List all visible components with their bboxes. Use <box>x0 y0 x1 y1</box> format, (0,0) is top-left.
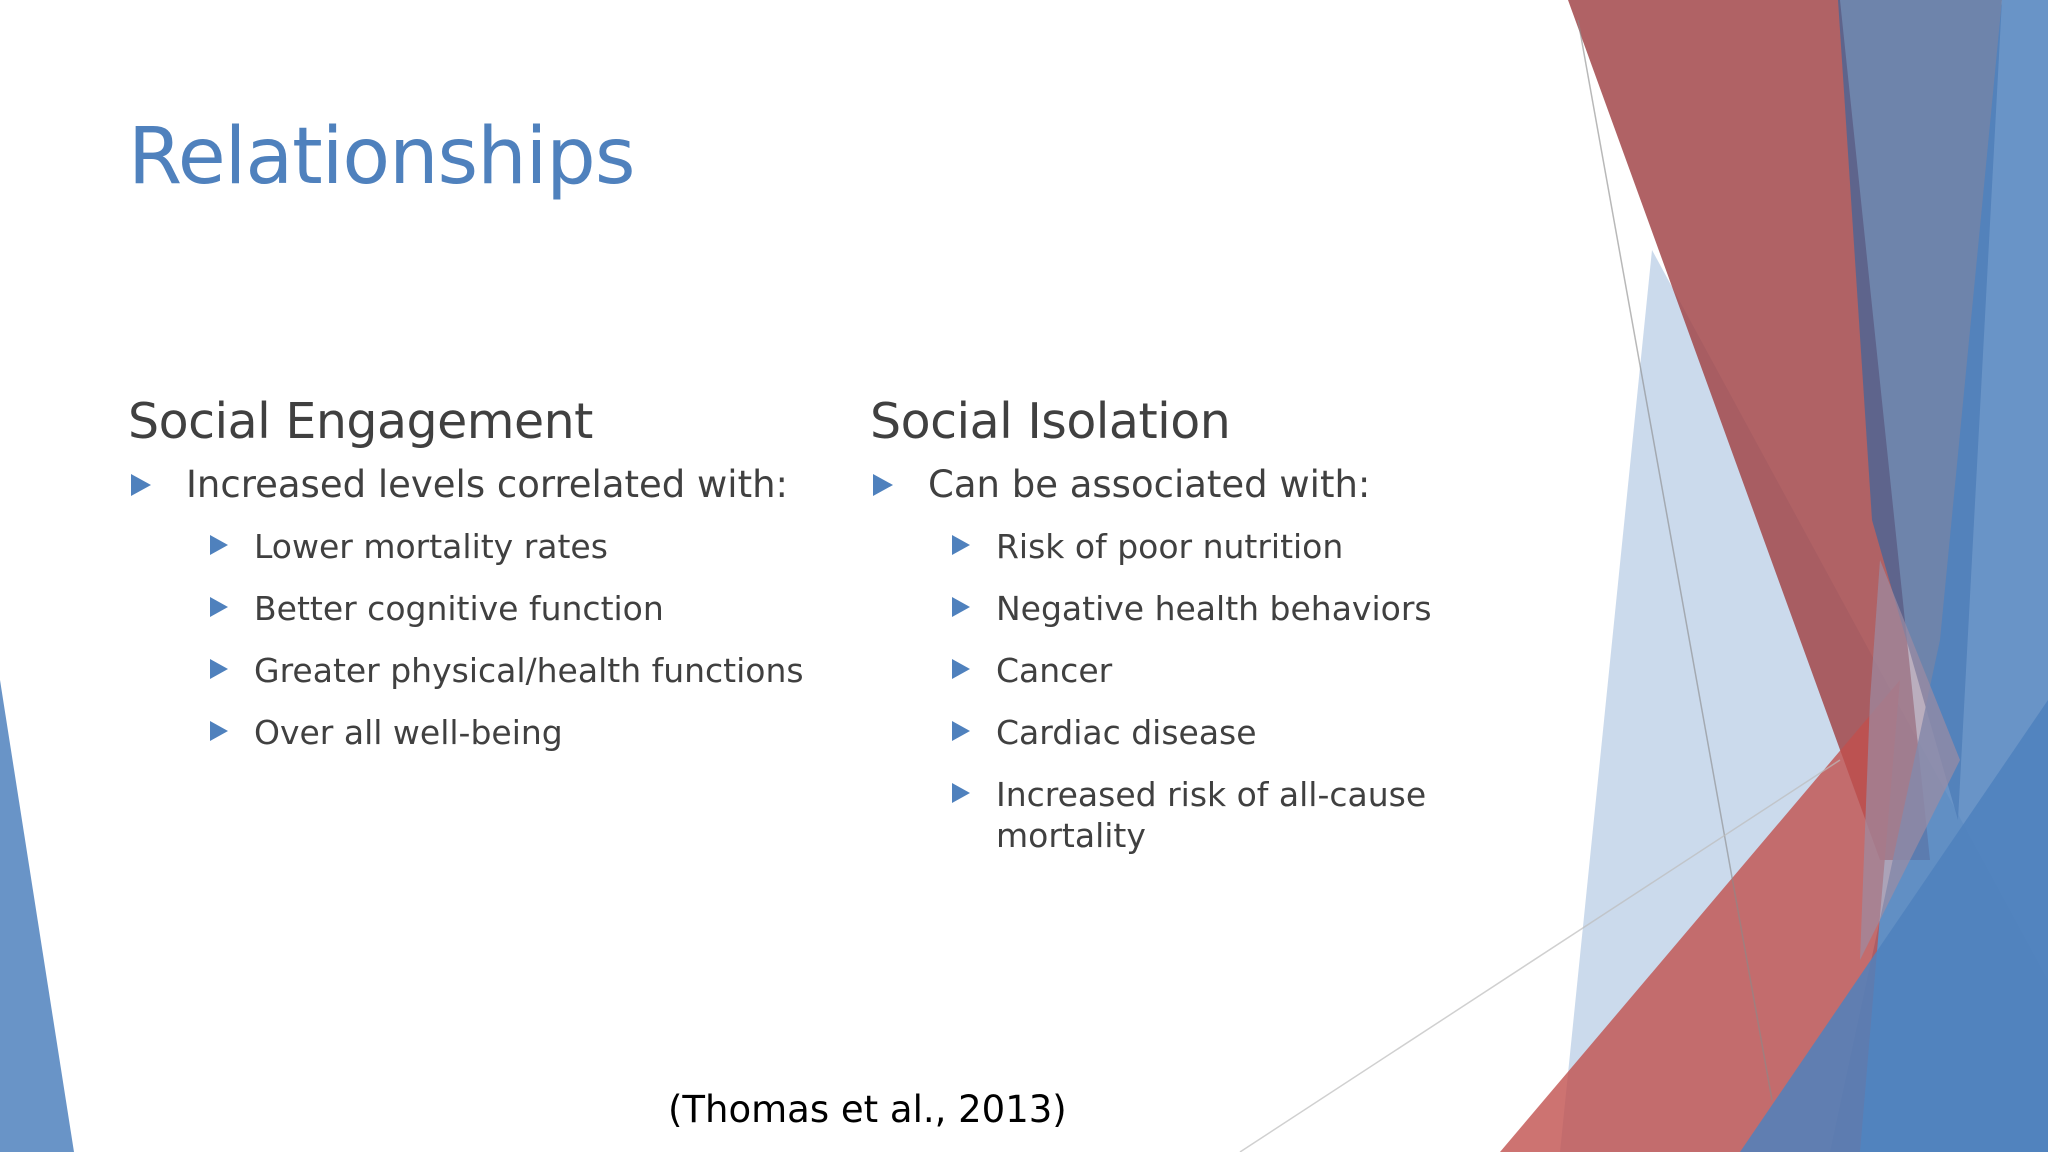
right-column-heading: Social Isolation <box>870 393 1231 450</box>
right-sub-item-text: Cardiac disease <box>996 713 1257 752</box>
triangle-right-icon <box>210 721 228 741</box>
left-sub-item <box>128 650 808 691</box>
triangle-right-icon <box>952 535 970 555</box>
right-sub-item-text: Increased risk of all-cause mortality <box>996 775 1427 855</box>
left-bullet <box>128 462 808 508</box>
right-sub-item-text: Risk of poor nutrition <box>996 527 1344 566</box>
right-sub-item <box>870 712 1530 753</box>
right-bullet <box>870 462 1530 508</box>
right-sub-item <box>870 526 1530 567</box>
citation: (Thomas et al., 2013) <box>668 1088 1067 1131</box>
slide-title: Relationships <box>128 112 635 202</box>
left-sub-item-text: Greater physical/health functions <box>254 651 804 690</box>
right-sub-item <box>870 650 1530 691</box>
right-sub-item-text: Negative health behaviors <box>996 589 1432 628</box>
left-sub-item-text: Over all well-being <box>254 713 563 752</box>
left-sub-item <box>128 588 808 629</box>
right-column <box>870 392 1530 877</box>
left-sub-item <box>128 712 808 753</box>
triangle-right-icon <box>952 721 970 741</box>
triangle-right-icon <box>873 474 893 496</box>
triangle-right-icon <box>952 659 970 679</box>
triangle-right-icon <box>210 535 228 555</box>
right-bullet-text: Can be associated with: <box>928 463 1371 506</box>
triangle-right-icon <box>210 659 228 679</box>
right-sub-item <box>870 588 1530 629</box>
right-sub-item-text: Cancer <box>996 651 1113 690</box>
triangle-right-icon <box>131 474 151 496</box>
triangle-right-icon <box>952 597 970 617</box>
left-sub-item-text: Lower mortality rates <box>254 527 608 566</box>
left-sub-item-text: Better cognitive function <box>254 589 664 628</box>
left-blue-sliver <box>0 680 74 1152</box>
left-bullet-text: Increased levels correlated with: <box>186 463 788 506</box>
left-column <box>128 392 808 774</box>
left-sub-item <box>128 526 808 567</box>
right-sub-item <box>870 774 1436 856</box>
triangle-right-icon <box>210 597 228 617</box>
triangle-right-icon <box>952 783 970 803</box>
left-column-heading: Social Engagement <box>128 393 593 450</box>
